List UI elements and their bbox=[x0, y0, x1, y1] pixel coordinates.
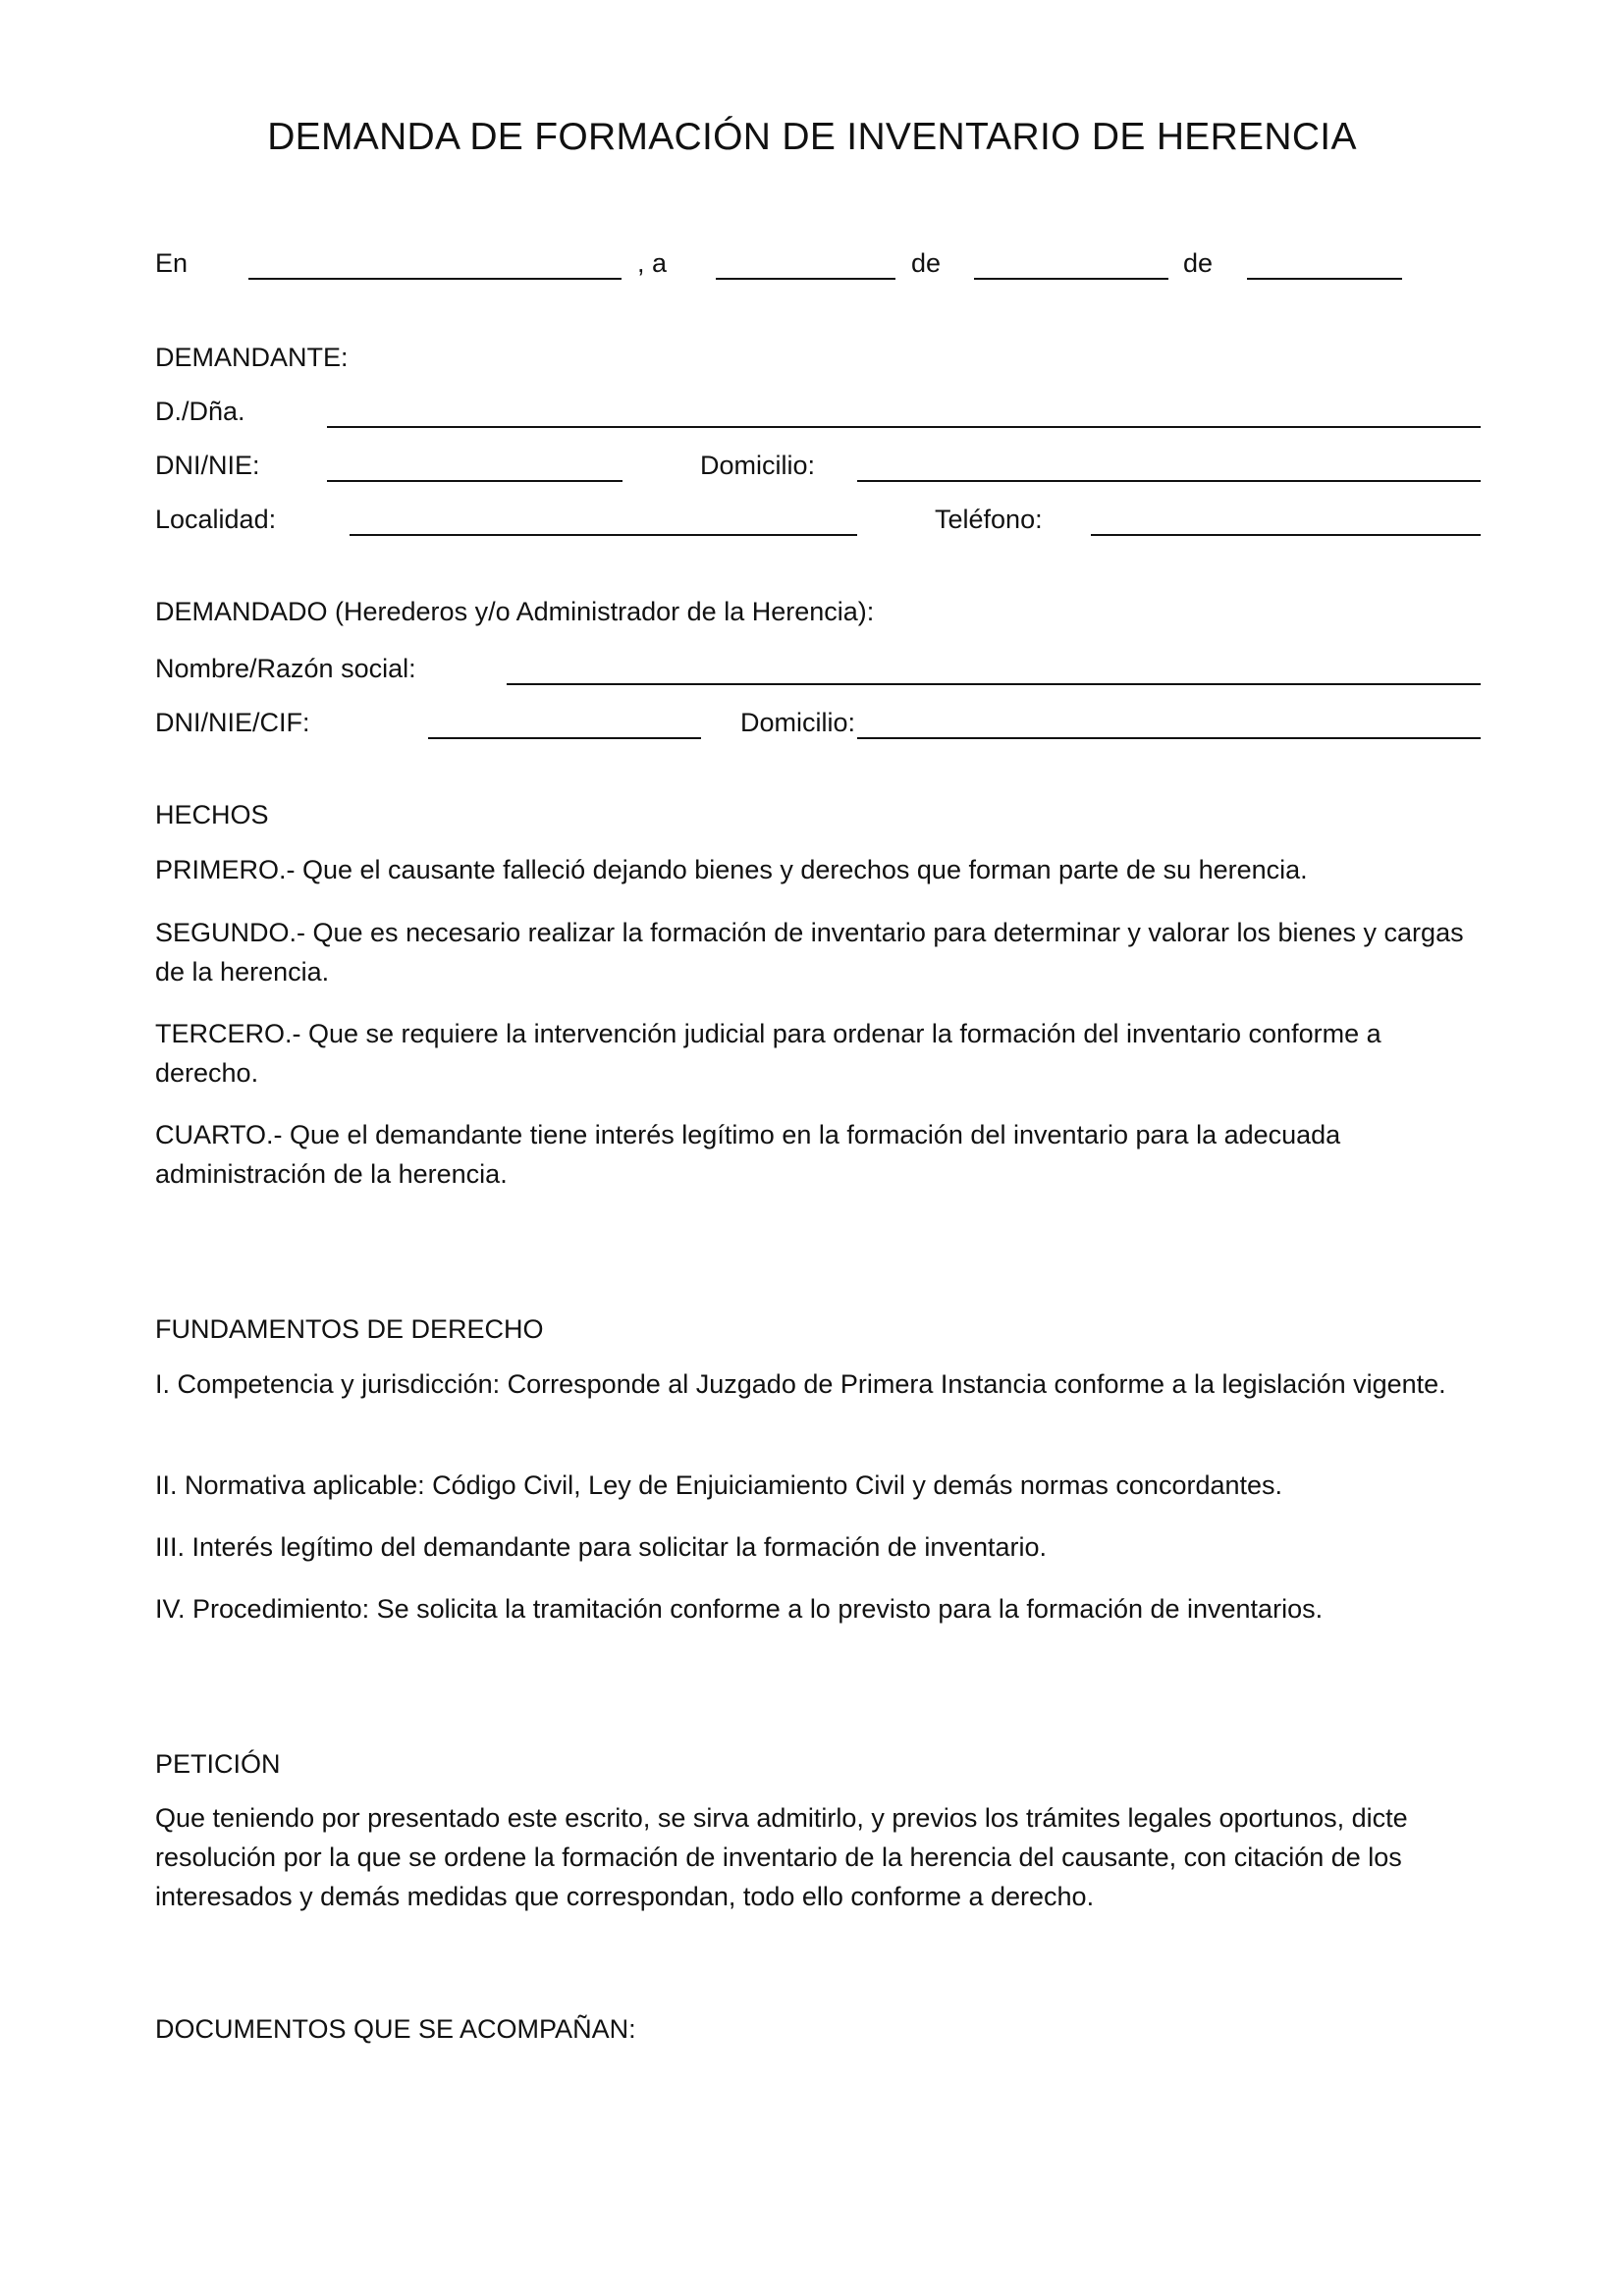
day-blank[interactable] bbox=[716, 278, 895, 280]
demandado-dni-label: DNI/NIE/CIF: bbox=[155, 708, 310, 737]
demandante-heading: DEMANDANTE: bbox=[155, 343, 349, 372]
peticion-heading: PETICIÓN bbox=[155, 1749, 281, 1779]
demandado-name-blank[interactable] bbox=[507, 683, 1481, 685]
fundamentos-item-4: IV. Procedimiento: Se solicita la tramitación conforme a lo previsto para la formación de inventarios. bbox=[155, 1594, 1324, 1624]
hechos-item-segundo: SEGUNDO.- Que es necesario realizar la formación de inventario para determinar y valorar los bienes y cargas de la herencia. bbox=[155, 918, 1464, 987]
hechos-item-primero: PRIMERO.- Que el causante falleció dejando bienes y derechos que forman parte de su herencia. bbox=[155, 855, 1308, 884]
demandado-name-label: Nombre/Razón social: bbox=[155, 654, 416, 683]
demandado-domicilio-blank[interactable] bbox=[857, 737, 1481, 739]
demandante-dni-blank[interactable] bbox=[327, 480, 623, 482]
hechos-heading: HECHOS bbox=[155, 800, 269, 829]
place-label: En bbox=[155, 248, 189, 278]
demandante-telefono-label: Teléfono: bbox=[935, 505, 1043, 534]
date-de-label-2: de bbox=[1183, 248, 1214, 278]
hechos-item-cuarto: CUARTO.- Que el demandante tiene interés legítimo en la formación del inventario para la adecuada administración de la herencia. bbox=[155, 1120, 1341, 1189]
demandante-telefono-blank[interactable] bbox=[1091, 534, 1481, 536]
fundamentos-item-2: II. Normativa aplicable: Código Civil, Ley de Enjuiciamiento Civil y demás normas concordantes. bbox=[155, 1470, 1283, 1500]
month-blank[interactable] bbox=[974, 278, 1168, 280]
demandante-dni-label: DNI/NIE: bbox=[155, 451, 260, 480]
demandante-name-blank[interactable] bbox=[327, 426, 1481, 428]
demandante-name-label: D./Dña. bbox=[155, 397, 245, 426]
demandado-dni-blank[interactable] bbox=[428, 737, 701, 739]
fundamentos-item-1: I. Competencia y jurisdicción: Corresponde al Juzgado de Primera Instancia conforme a la legislación vigente. bbox=[155, 1369, 1446, 1399]
year-blank[interactable] bbox=[1247, 278, 1402, 280]
peticion-text: Que teniendo por presentado este escrito, se sirva admitirlo, y previos los trámites legales oportunos, dicte resolución por la que se ordene la formación de inventario de la herencia del causante, con citación de los interesados y demás medidas que correspondan, todo ello conforme a derecho. bbox=[155, 1803, 1408, 1911]
demandado-domicilio-label: Domicilio: bbox=[740, 708, 856, 737]
demandante-localidad-label: Localidad: bbox=[155, 505, 277, 534]
hechos-item-tercero: TERCERO.- Que se requiere la intervención judicial para ordenar la formación del inventario conforme a derecho. bbox=[155, 1019, 1381, 1088]
fundamentos-item-3: III. Interés legítimo del demandante para solicitar la formación de inventario. bbox=[155, 1532, 1047, 1562]
place-blank[interactable] bbox=[248, 278, 622, 280]
date-a-label: , a bbox=[637, 248, 668, 278]
document-title: DEMANDA DE FORMACIÓN DE INVENTARIO DE HERENCIA bbox=[267, 116, 1357, 158]
demandante-domicilio-label: Domicilio: bbox=[700, 451, 816, 480]
date-de-label-1: de bbox=[911, 248, 942, 278]
demandado-heading: DEMANDADO (Herederos y/o Administrador de la Herencia): bbox=[155, 597, 875, 626]
demandante-domicilio-blank[interactable] bbox=[857, 480, 1481, 482]
demandante-localidad-blank[interactable] bbox=[350, 534, 857, 536]
fundamentos-heading: FUNDAMENTOS DE DERECHO bbox=[155, 1314, 544, 1344]
documentos-heading: DOCUMENTOS QUE SE ACOMPAÑAN: bbox=[155, 2014, 636, 2044]
